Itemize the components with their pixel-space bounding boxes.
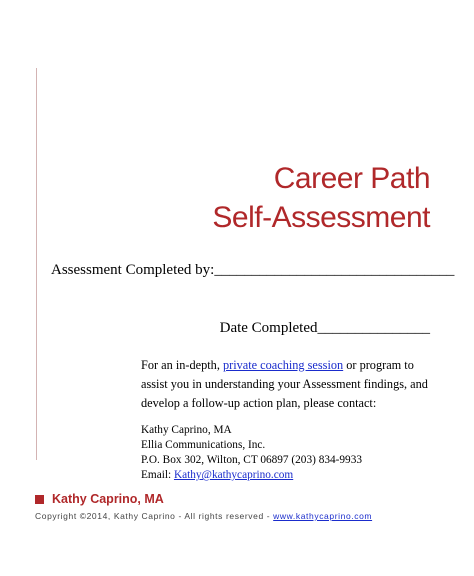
coaching-paragraph: [141, 356, 436, 413]
private-coaching-link[interactable]: private coaching session: [222, 358, 344, 372]
intro-rest: or program to assist you in understanding your Assessment findings, and develop a follow-up action plan, please contact:: [141, 358, 428, 410]
margin-rule: [36, 68, 37, 460]
contact-email-row: [141, 468, 362, 483]
document-title-line-1: Career Path: [273, 162, 430, 195]
footer-name: Kathy Caprino, MA: [52, 492, 164, 506]
contact-company: Ellia Communications, Inc.: [141, 439, 266, 451]
date-completed-field[interactable]: Date Completed_______________: [219, 320, 430, 336]
intro-prefix: For an in-depth,: [141, 358, 223, 372]
footer-copyright: [35, 511, 372, 522]
copyright-text: Copyright ©2014, Kathy Caprino - All rights reserved -: [35, 511, 274, 521]
assessment-completed-by-field[interactable]: Assessment Completed by:________________________________: [51, 262, 455, 278]
website-link[interactable]: www.kathycaprino.com: [273, 511, 373, 521]
footer-name-row: [35, 491, 164, 507]
contact-block: [141, 423, 362, 483]
document-title-line-2: Self-Assessment: [212, 201, 430, 234]
email-label: Email:: [141, 469, 174, 481]
contact-address: P.O. Box 302, Wilton, CT 06897 (203) 834-9933: [141, 454, 362, 466]
email-link[interactable]: Kathy@kathycaprino.com: [173, 469, 294, 481]
contact-name: Kathy Caprino, MA: [141, 424, 232, 436]
red-square-bullet-icon: [35, 495, 44, 504]
